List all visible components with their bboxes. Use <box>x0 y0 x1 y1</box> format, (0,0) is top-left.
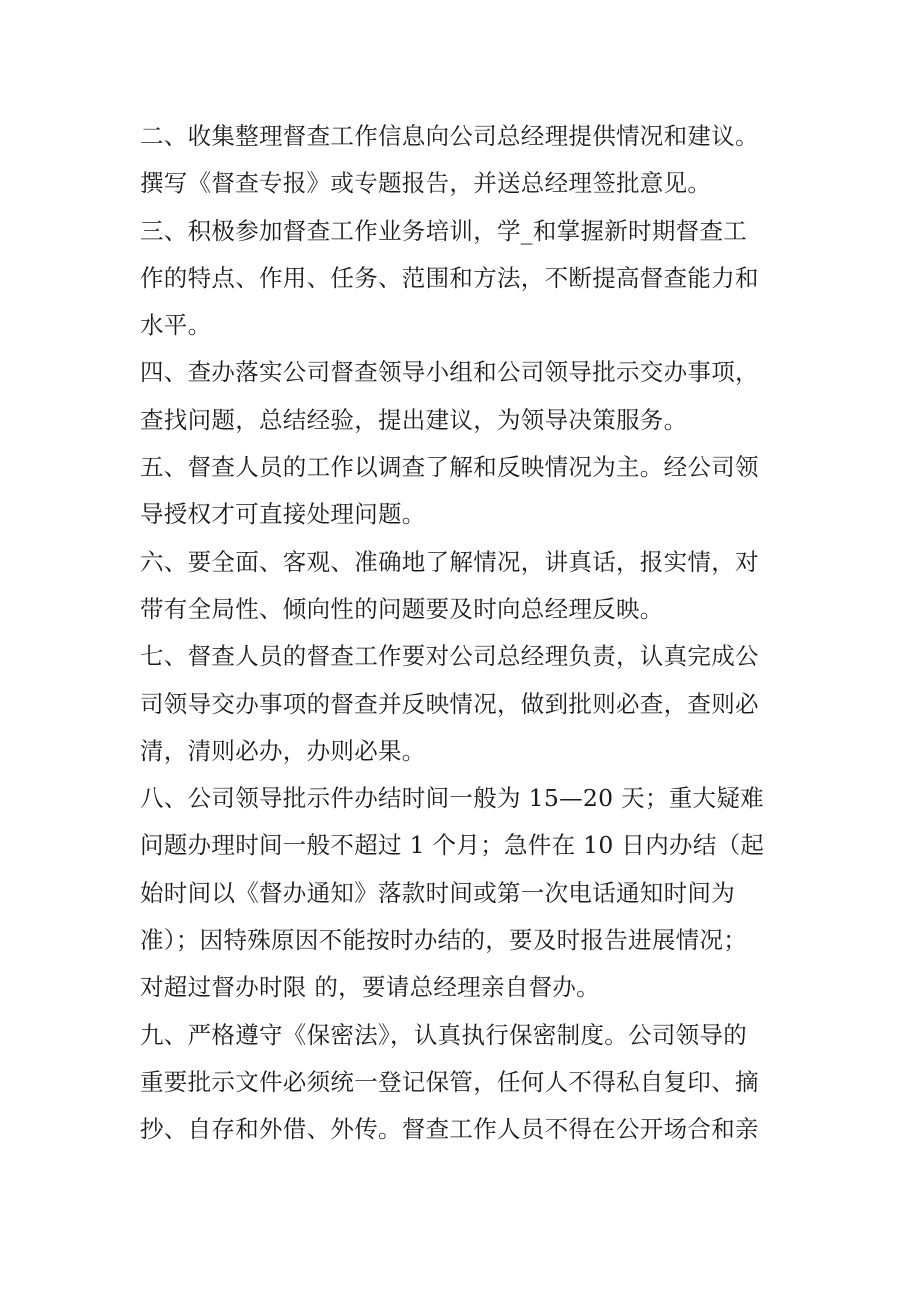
text-line: 查找问题，总结经验，提出建议，为领导决策服务。 <box>140 405 688 434</box>
text-line: 五、督查人员的工作以调查了解和反映情况为主。经公司领 <box>140 453 759 482</box>
text-line: 七、督查人员的督查工作要对公司总经理负责，认真完成公 <box>140 642 759 671</box>
text-line: 撰写《督查专报》或专题报告，并送总经理签批意见。 <box>140 169 712 198</box>
text-line: 抄、自存和外借、外传。督查工作人员不得在公开场合和亲 <box>140 1115 759 1144</box>
text-line: 问题办理时间一般不超过 1 个月；急件在 10 日内办结（起 <box>140 831 765 860</box>
text-line: 清，清则必办，办则必果。 <box>140 736 426 765</box>
text-line: 重要批示文件必须统一登记保管，任何人不得私自复印、摘 <box>140 1067 759 1096</box>
text-line: 带有全局性、倾向性的问题要及时向总经理反映。 <box>140 594 664 623</box>
text-line: 作的特点、作用、任务、范围和方法，不断提高督查能力和 <box>140 263 759 292</box>
text-line: 准）；因特殊原因不能按时办结的，要及时报告进展情况； <box>140 926 748 955</box>
document-body <box>140 113 800 1154</box>
text-line: 九、严格遵守《保密法》，认真执行保密制度。公司领导的 <box>140 1020 748 1049</box>
text-line: 八、公司领导批示件办结时间一般为 15—20 天；重大疑难 <box>140 784 764 813</box>
text-line: 水平。 <box>140 311 212 340</box>
text-line: 对超过督办时限 的，要请总经理亲自督办。 <box>140 973 600 1002</box>
text-line: 六、要全面、客观、准确地了解情况，讲真话，报实情，对 <box>140 547 759 576</box>
text-line: 三、积极参加督查工作业务培训，学_和掌握新时期督查工 <box>140 216 748 245</box>
text-line: 二、收集整理督查工作信息向公司总经理提供情况和建议。 <box>140 122 759 150</box>
text-line: 始时间以《督办通知》落款时间或第一次电话通知时间为 <box>140 878 735 907</box>
text-line: 司领导交办事项的督查并反映情况，做到批则必查，查则必 <box>140 689 759 718</box>
text-line: 四、查办落实公司督查领导小组和公司领导批示交办事项， <box>140 358 759 387</box>
text-line: 导授权才可直接处理问题。 <box>140 500 426 529</box>
